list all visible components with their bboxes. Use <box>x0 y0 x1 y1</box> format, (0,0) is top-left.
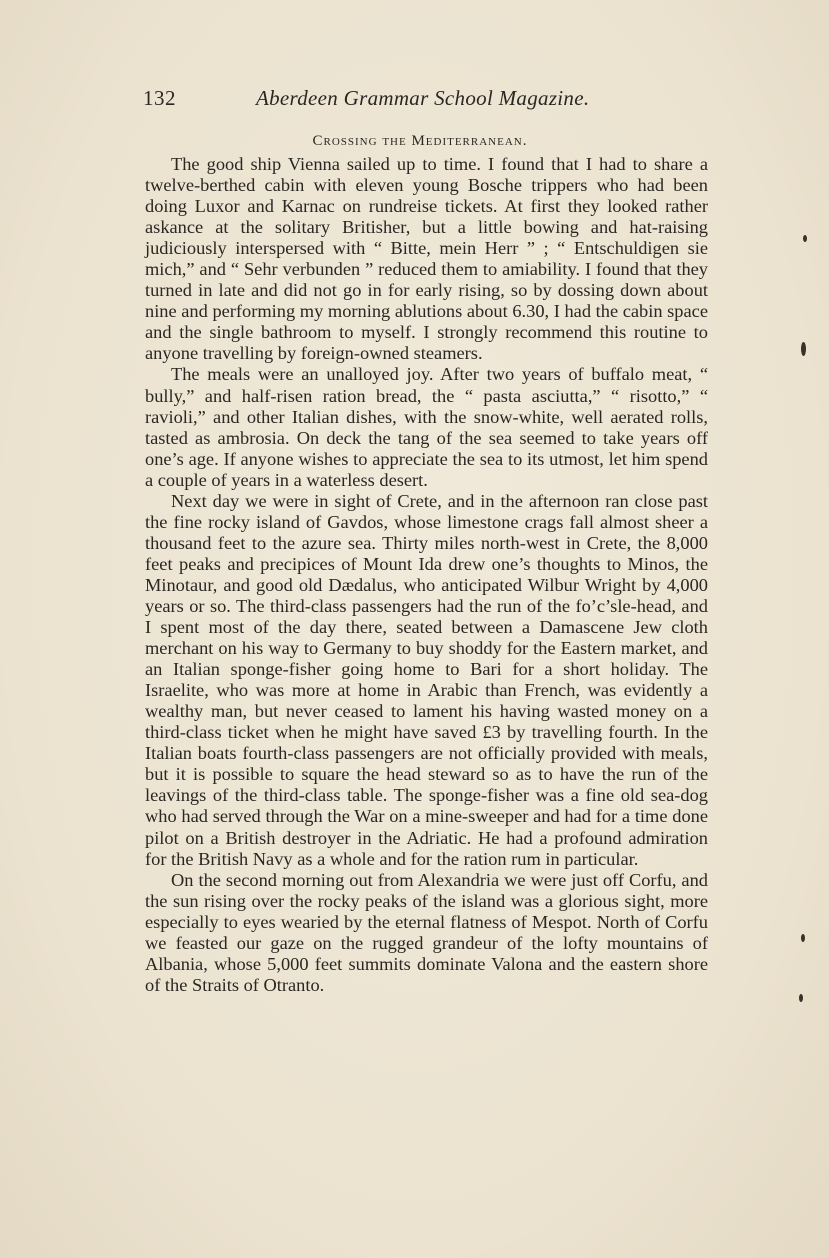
paragraph: Next day we were in sight of Crete, and in the afternoon ran close past the fine rocky island of Gavdos, whose limestone crags fall almost sheer a thousand feet to the azure sea. Thirty miles north-west in Crete, the 8,000 feet peaks and precipices of Mount Ida drew one’s thoughts to Minos, the Minotaur, and good old Dædalus, who anticipated Wilbur Wright by 4,000 years or so. The third-class passengers had the run of the fo’c’sle-head, and I spent most of the day there, seated between a Damascene Jew cloth merchant on his way to Germany to buy shoddy for the Eastern market, and an Italian sponge-fisher going home to Bari for a short holiday. The Israelite, who was more at home in Arabic than French, was evidently a wealthy man, but never ceased to lament his having wasted money on a third-class ticket when he might have saved £3 by travelling fourth. In the Italian boats fourth-class passengers are not officially provided with meals, but it is possible to square the head steward so as to have the run of the leavings of the third-class table. The sponge-fisher was a fine old sea-dog who had served through the War on a mine-sweeper and had for a time done pilot on a British destroyer in the Adriatic. He had a profound admiration for the British Navy as a whole and for the ration rum in particular. <box>145 490 708 869</box>
article-body <box>145 154 708 996</box>
article-title-text: Crossing the Mediterranean. <box>312 133 528 149</box>
ink-speck <box>803 235 807 242</box>
page-header <box>143 86 703 116</box>
article-title <box>140 133 700 150</box>
page-number: 132 <box>143 86 176 110</box>
paragraph: The good ship Vienna sailed up to time. I found that I had to share a twelve-berthed cabin with eleven young Bosche trippers who had been doing Luxor and Karnac on rundreise tickets. At first they looked rather askance at the solitary Britisher, but a little bowing and hat-raising judiciously interspersed with “ Bitte, mein Herr ” ; “ Entschuldigen sie mich,” and “ Sehr verbunden ” reduced them to amiability. I found that they turned in late and did not go in for early rising, so by dossing down about nine and performing my morning ablutions about 6.30, I had the cabin space and the single bathroom to myself. I strongly recommend this routine to anyone travelling by foreign-owned steamers. <box>145 154 708 364</box>
running-title: Aberdeen Grammar School Magazine. <box>256 86 590 110</box>
ink-speck <box>799 994 803 1002</box>
ink-speck <box>801 934 805 942</box>
paragraph: The meals were an unalloyed joy. After two years of buffalo meat, “ bully,” and half-risen ration bread, the “ pasta asciutta,” “ risotto,” “ ravioli,” and other Italian dishes, with the snow-white, well aerated rolls, tasted as ambrosia. On deck the tang of the sea seemed to take years off one’s age. If anyone wishes to appreciate the sea to its utmost, let him spend a couple of years in a waterless desert. <box>145 364 708 490</box>
ink-speck <box>801 342 806 356</box>
paragraph: On the second morning out from Alexandria we were just off Corfu, and the sun rising over the rocky peaks of the island was a glorious sight, more especially to eyes wearied by the eternal flatness of Mespot. North of Corfu we feasted our gaze on the rugged grandeur of the lofty mountains of Albania, whose 5,000 feet summits dominate Valona and the eastern shore of the Straits of Otranto. <box>145 869 708 995</box>
